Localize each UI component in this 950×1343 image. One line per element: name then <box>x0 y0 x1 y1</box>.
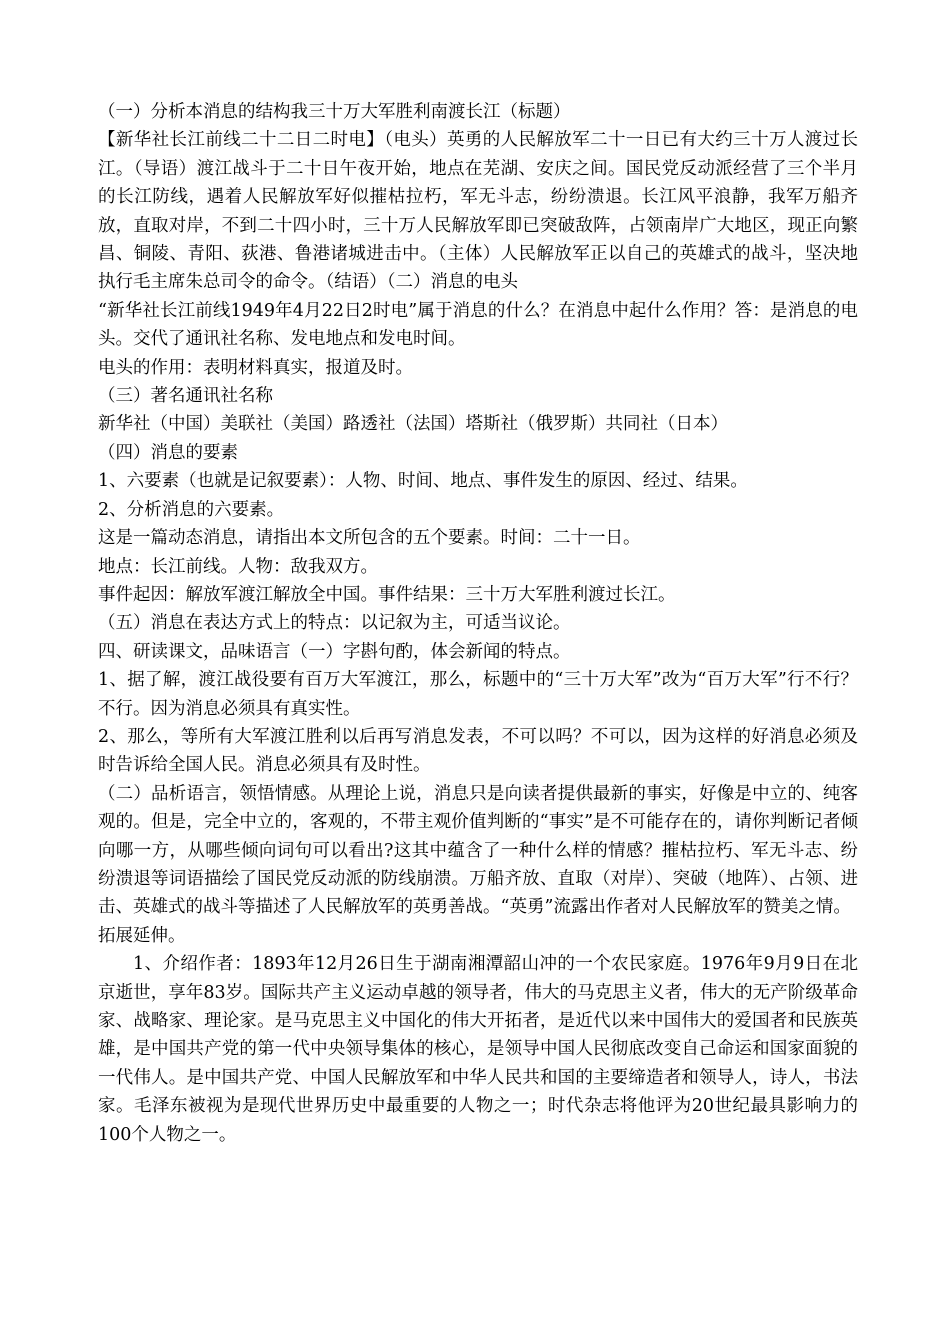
section-heading-elements: （四）消息的要素 <box>98 442 238 463</box>
news-text-paragraph: 【新华社长江前线二十二日二时电】（电头）英勇的人民解放军二十一日已有大约三十万人渡过长江。（导语）渡江战斗于二十日午夜开始，地点在芜湖、安庆之间。国民党反动派经营了三个半月的长江防线，遇着人民解放军好似摧枯拉朽，军无斗志，纷纷溃退。长江风平浪静，我军万船齐放，直取对岸，不到二十四小时，三十万人民解放军即已突破敌阵，占领南岸广大地区，现正向繁昌、铜陵、青阳、荻港、鲁港诸城进击中。（主体）人民解放军正以自己的英雄式的战斗，坚决地执行毛主席朱总司令的命令。（结语）（二）消息的电头 <box>98 130 858 293</box>
elements-place-people-paragraph: 地点：长江前线。人物：敌我双方。 <box>98 556 378 577</box>
section-heading-agencies: （三）著名通讯社名称 <box>98 386 273 407</box>
language-emotion-paragraph: （二）品析语言，领悟情感。从理论上说，消息只是向读者提供最新的事实，好像是中立的、纯客观的。但是，完全中立的，客观的，不带主观价值判断的“事实”是不可能存在的，请你判断记者倾向哪一方，从哪些倾向词句可以看出?这其中蕴含了一种什么样的情感？摧枯拉朽、军无斗志、纷纷溃退等词语描绘了国民党反动派的防线崩溃。万船齐放、直取（对岸）、突破（地阵）、占领、进击、英雄式的战斗等描述了人民解放军的英勇善战。“英勇”流露出作者对人民解放军的赞美之情。 <box>98 783 858 918</box>
agencies-list-paragraph: 新华社（中国）美联社（美国）路透社（法国）塔斯社（俄罗斯）共同社（日本） <box>98 414 728 435</box>
analyze-elements-paragraph: 2、分析消息的六要素。 <box>98 499 285 520</box>
document-body <box>98 98 858 1149</box>
author-introduction-paragraph: 1、介绍作者：1893年12月26日生于湖南湘潭韶山冲的一个农民家庭。1976年9月9日在北京逝世，享年83岁。国际共产主义运动卓越的领导者，伟大的马克思主义者，伟大的无产阶级革命家、战略家、理论家。是马克思主义中国化的伟大开拓者，是近代以来中国伟大的爱国者和民族英雄，是中国共产党的第一代中央领导集体的核心，是领导中国人民彻底改变自己命运和国家面貌的一代伟人。是中国共产党、中国人民解放军和中华人民共和国的主要缔造者和领导人，诗人，书法家。毛泽东被视为是现代世界历史中最重要的人物之一；时代杂志将他评为20世纪最具影响力的100个人物之一。 <box>98 954 858 1145</box>
elements-cause-result-paragraph: 事件起因：解放军渡江解放全中国。事件结果：三十万大军胜利渡过长江。 <box>98 584 676 605</box>
section-heading-extension: 拓展延伸。 <box>98 925 186 946</box>
section-heading-study-language: 四、研读课文，品味语言（一）字斟句酌，体会新闻的特点。 <box>98 641 571 662</box>
section-heading-structure: （一）分析本消息的结构我三十万大军胜利南渡长江（标题） <box>98 102 571 122</box>
six-elements-paragraph: 1、六要素（也就是记叙要素）：人物、时间、地点、事件发生的原因、经过、结果。 <box>98 471 748 492</box>
dateline-question-paragraph: “新华社长江前线1949年4月22日2时电”属于消息的什么？在消息中起什么作用？答：是消息的电头。交代了通讯社名称、发电地点和发电时间。 <box>98 300 858 350</box>
truthfulness-paragraph: 1、据了解，渡江战役要有百万大军渡江，那么，标题中的“三十万大军”改为“百万大军”行不行？不行。因为消息必须具有真实性。 <box>98 670 858 719</box>
five-elements-time-paragraph: 这是一篇动态消息，请指出本文所包含的五个要素。时间：二十一日。 <box>98 528 641 549</box>
section-heading-expression: （五）消息在表达方式上的特点：以记叙为主，可适当议论。 <box>98 613 571 634</box>
dateline-function-paragraph: 电头的作用：表明材料真实，报道及时。 <box>98 357 413 378</box>
timeliness-paragraph: 2、那么，等所有大军渡江胜利以后再写消息发表，不可以吗？不可以，因为这样的好消息必须及时告诉给全国人民。消息必须具有及时性。 <box>98 726 858 776</box>
